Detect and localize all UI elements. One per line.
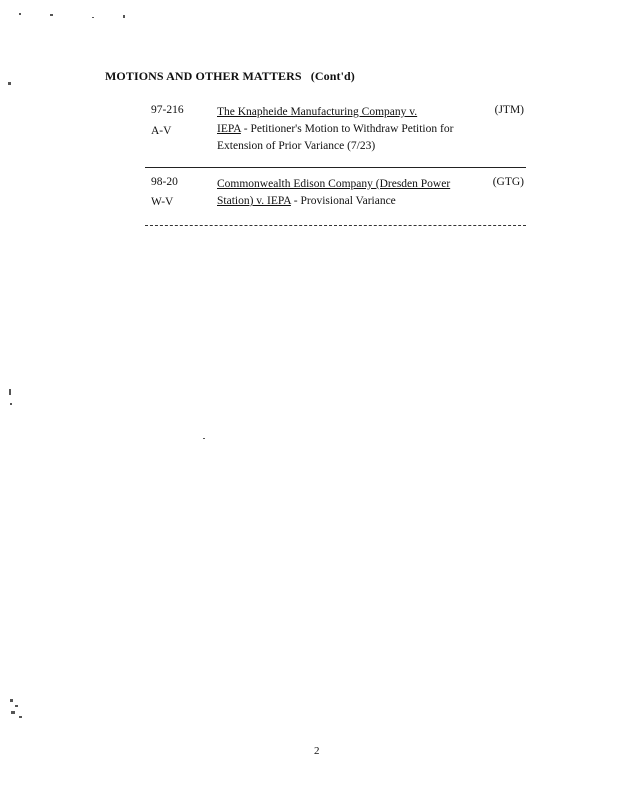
case-number: 98-20 — [151, 176, 178, 188]
scan-speck — [10, 699, 13, 702]
case-description — [217, 176, 467, 210]
scan-speck — [11, 711, 15, 714]
section-heading — [105, 69, 355, 84]
scan-speck — [19, 716, 22, 718]
case-party: The Knapheide Manufacturing Company v. — [217, 106, 418, 118]
scan-speck — [50, 14, 53, 16]
scan-speck — [15, 705, 18, 707]
scan-speck — [10, 403, 12, 405]
page-number: 2 — [314, 745, 320, 757]
entry-divider — [145, 167, 526, 168]
scan-speck — [92, 17, 94, 18]
scan-speck — [8, 82, 11, 85]
case-type-code: W-V — [151, 196, 174, 208]
section-title: MOTIONS AND OTHER MATTERS — [105, 69, 302, 83]
case-type-code: A-V — [151, 125, 172, 137]
scan-speck — [9, 389, 11, 395]
case-summary: - Petitioner's Motion to Withdraw Petition for Extension of Prior Variance (7/23) — [217, 123, 454, 152]
staff-initials: (JTM) — [494, 104, 524, 116]
case-summary: - Provisional Variance — [290, 195, 396, 207]
continued-label: (Cont'd) — [310, 69, 355, 83]
section-end-rule — [145, 225, 526, 226]
scan-speck — [19, 13, 21, 15]
case-party: Commonwealth Edison Company (Dresden Power Station) v. IEPA — [217, 178, 451, 207]
case-respondent: IEPA — [217, 123, 241, 135]
scan-speck — [123, 15, 125, 18]
scan-speck — [203, 438, 205, 439]
case-description — [217, 104, 467, 155]
staff-initials: (GTG) — [492, 176, 524, 188]
case-number: 97-216 — [151, 104, 184, 116]
